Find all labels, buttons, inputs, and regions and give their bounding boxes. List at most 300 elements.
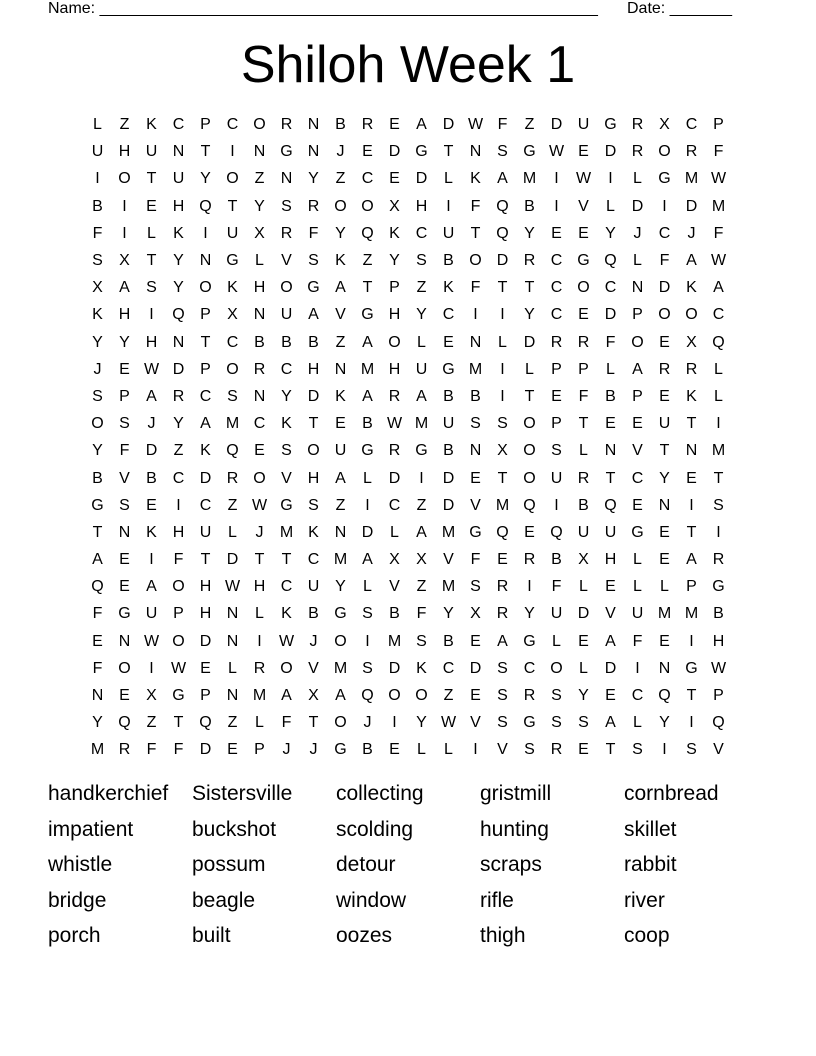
grid-letter: G: [469, 523, 482, 541]
grid-letter: Z: [335, 333, 346, 351]
grid-letter: P: [200, 306, 211, 324]
grid-letter: R: [685, 360, 698, 378]
word-bank-item: scolding: [336, 817, 414, 841]
grid-letter: D: [604, 306, 617, 324]
grid-letter: L: [633, 252, 642, 270]
grid-letter: C: [280, 578, 293, 596]
grid-letter: O: [334, 197, 347, 215]
grid-letter: C: [307, 551, 320, 569]
grid-letter: X: [497, 442, 508, 460]
grid-letter: N: [658, 659, 671, 677]
grid-letter: S: [470, 415, 481, 433]
grid-letter: T: [227, 197, 238, 215]
grid-letter: H: [253, 279, 266, 297]
grid-letter: S: [119, 496, 130, 514]
grid-letter: Q: [550, 523, 563, 541]
grid-letter: X: [389, 197, 400, 215]
grid-letter: N: [118, 523, 131, 541]
grid-letter: Z: [227, 496, 238, 514]
grid-letter: R: [658, 360, 671, 378]
word-bank-item: possum: [192, 853, 266, 876]
grid-letter: W: [224, 578, 241, 596]
grid-letter: O: [253, 469, 266, 487]
grid-letter: H: [172, 523, 185, 541]
grid-letter: G: [91, 496, 104, 514]
grid-row: [84, 220, 732, 247]
grid-letter: U: [550, 605, 563, 623]
grid-letter: U: [172, 170, 185, 188]
grid-letter: A: [416, 523, 427, 541]
word-bank-item: buckshot: [192, 817, 277, 841]
grid-letter: L: [228, 659, 237, 677]
grid-letter: V: [389, 578, 400, 596]
grid-letter: K: [389, 224, 400, 242]
grid-letter: I: [500, 306, 505, 324]
grid-letter: F: [146, 741, 157, 759]
grid-letter: H: [307, 469, 320, 487]
grid-letter: Z: [416, 279, 427, 297]
grid-letter: C: [199, 496, 212, 514]
grid-letter: S: [227, 387, 238, 405]
grid-letter: U: [415, 360, 428, 378]
grid-letter: T: [173, 714, 184, 732]
grid-letter: D: [604, 143, 617, 161]
grid-letter: K: [686, 387, 697, 405]
grid-letter: I: [257, 632, 262, 650]
grid-letter: Y: [335, 224, 346, 242]
grid-letter: I: [149, 551, 154, 569]
grid-letter: R: [523, 687, 536, 705]
grid-letter: Z: [416, 496, 427, 514]
grid-letter: Y: [335, 578, 346, 596]
grid-letter: L: [633, 714, 642, 732]
grid-letter: B: [713, 605, 724, 623]
grid-letter: X: [119, 252, 130, 270]
grid-letter: B: [605, 387, 616, 405]
grid-letter: Y: [254, 197, 265, 215]
word-bank-item: beagle: [192, 888, 256, 912]
grid-letter: W: [143, 632, 160, 650]
grid-letter: G: [415, 143, 428, 161]
grid-letter: N: [172, 333, 185, 351]
grid-letter: C: [172, 469, 185, 487]
grid-letter: L: [390, 523, 399, 541]
grid-letter: Q: [712, 714, 725, 732]
grid-letter: D: [442, 116, 455, 134]
grid-letter: Y: [659, 714, 670, 732]
grid-letter: M: [495, 496, 510, 514]
grid-letter: M: [414, 415, 429, 433]
grid-letter: E: [254, 442, 265, 460]
grid-letter: Y: [524, 224, 535, 242]
grid-letter: N: [118, 632, 131, 650]
grid-letter: O: [118, 659, 131, 677]
grid-letter: D: [577, 605, 590, 623]
grid-letter: K: [173, 224, 184, 242]
grid-letter: Q: [199, 714, 212, 732]
grid-letter: Z: [335, 496, 346, 514]
grid-letter: P: [632, 306, 643, 324]
grid-letter: E: [497, 551, 508, 569]
grid-letter: A: [281, 687, 292, 705]
grid-letter: H: [712, 632, 725, 650]
grid-letter: Q: [361, 224, 374, 242]
grid-letter: D: [388, 143, 401, 161]
grid-letter: I: [473, 741, 478, 759]
grid-letter: Z: [146, 714, 157, 732]
grid-letter: O: [253, 116, 266, 134]
grid-letter: I: [716, 523, 721, 541]
grid-letter: B: [578, 496, 589, 514]
grid-letter: A: [92, 551, 103, 569]
grid-letter: G: [523, 714, 536, 732]
grid-letter: G: [307, 279, 320, 297]
grid-letter: F: [281, 714, 292, 732]
grid-letter: A: [416, 387, 427, 405]
grid-row: [84, 464, 732, 491]
grid-letter: F: [713, 143, 724, 161]
grid-letter: A: [146, 387, 157, 405]
grid-letter: L: [444, 741, 453, 759]
grid-letter: G: [334, 741, 347, 759]
grid-letter: T: [497, 279, 508, 297]
grid-letter: C: [631, 469, 644, 487]
grid-letter: C: [280, 360, 293, 378]
grid-letter: G: [604, 116, 617, 134]
grid-letter: L: [552, 632, 561, 650]
grid-letter: T: [524, 279, 535, 297]
grid-letter: F: [92, 224, 103, 242]
grid-letter: Y: [173, 252, 184, 270]
grid-letter: Y: [92, 333, 103, 351]
grid-letter: N: [226, 605, 239, 623]
grid-letter: U: [442, 224, 455, 242]
grid-letter: F: [173, 551, 184, 569]
grid-letter: E: [632, 415, 643, 433]
grid-letter: N: [469, 143, 482, 161]
grid-letter: N: [469, 333, 482, 351]
word-bank: [48, 776, 768, 954]
grid-letter: B: [524, 197, 535, 215]
grid-letter: U: [334, 442, 347, 460]
grid-letter: W: [278, 632, 295, 650]
grid-letter: F: [551, 578, 562, 596]
grid-letter: E: [578, 143, 589, 161]
grid-letter: X: [389, 551, 400, 569]
word-bank-item: gristmill: [480, 782, 552, 805]
grid-letter: L: [417, 741, 426, 759]
grid-letter: C: [226, 333, 239, 351]
grid-letter: U: [550, 469, 563, 487]
grid-letter: R: [496, 578, 509, 596]
grid-letter: Y: [308, 170, 319, 188]
grid-letter: R: [172, 387, 185, 405]
grid-letter: F: [605, 333, 616, 351]
grid-letter: H: [118, 306, 131, 324]
grid-letter: A: [335, 279, 346, 297]
page-title: Shiloh Week 1: [240, 36, 576, 94]
grid-letter: T: [659, 442, 670, 460]
grid-letter: Z: [416, 578, 427, 596]
grid-letter: V: [335, 306, 346, 324]
grid-letter: T: [605, 469, 616, 487]
grid-letter: S: [524, 741, 535, 759]
grid-letter: V: [713, 741, 724, 759]
grid-letter: S: [551, 687, 562, 705]
grid-letter: L: [363, 469, 372, 487]
grid-letter: O: [388, 333, 401, 351]
grid-letter: I: [554, 197, 559, 215]
date-field-label: Date: _______: [627, 0, 732, 17]
grid-letter: G: [523, 632, 536, 650]
grid-letter: W: [386, 415, 403, 433]
grid-letter: B: [551, 551, 562, 569]
grid-letter: B: [470, 387, 481, 405]
grid-letter: D: [496, 252, 509, 270]
grid-letter: M: [333, 659, 348, 677]
grid-letter: G: [361, 306, 374, 324]
grid-letter: O: [91, 415, 104, 433]
grid-letter: G: [334, 605, 347, 623]
grid-letter: S: [632, 741, 643, 759]
grid-letter: Z: [227, 714, 238, 732]
grid-letter: E: [632, 496, 643, 514]
grid-letter: J: [93, 360, 102, 378]
grid-letter: H: [172, 197, 185, 215]
grid-letter: T: [524, 387, 535, 405]
grid-letter: K: [416, 659, 427, 677]
grid-letter: F: [470, 551, 481, 569]
grid-letter: H: [145, 333, 158, 351]
grid-letter: E: [470, 687, 481, 705]
grid-letter: E: [524, 523, 535, 541]
grid-letter: Z: [443, 687, 454, 705]
grid-letter: L: [255, 252, 264, 270]
word-bank-item: Sistersville: [192, 782, 293, 805]
grid-letter: C: [685, 116, 698, 134]
grid-letter: T: [92, 523, 103, 541]
grid-letter: T: [200, 333, 211, 351]
word-bank-item: whistle: [48, 853, 113, 876]
grid-letter: N: [334, 523, 347, 541]
grid-letter: E: [119, 578, 130, 596]
grid-letter: K: [443, 279, 454, 297]
word-bank-item: handkerchief: [48, 782, 169, 805]
grid-letter: E: [578, 741, 589, 759]
grid-letter: Q: [604, 252, 617, 270]
grid-letter: T: [146, 170, 157, 188]
grid-letter: L: [525, 360, 534, 378]
grid-letter: H: [388, 306, 401, 324]
grid-letter: V: [443, 551, 454, 569]
grid-row: [84, 519, 732, 546]
grid-letter: F: [416, 605, 427, 623]
grid-letter: A: [686, 551, 697, 569]
grid-letter: F: [92, 605, 103, 623]
grid-letter: C: [631, 687, 644, 705]
grid-letter: Y: [92, 714, 103, 732]
grid-letter: Z: [524, 116, 535, 134]
grid-row: [84, 655, 732, 682]
grid-letter: O: [118, 170, 131, 188]
grid-letter: I: [473, 306, 478, 324]
grid-letter: N: [658, 496, 671, 514]
grid-letter: S: [146, 279, 157, 297]
grid-letter: E: [119, 551, 130, 569]
grid-letter: W: [575, 170, 592, 188]
grid-letter: P: [119, 387, 130, 405]
grid-letter: G: [280, 496, 293, 514]
grid-letter: X: [686, 333, 697, 351]
grid-letter: Z: [362, 252, 373, 270]
word-bank-item: hunting: [480, 817, 549, 841]
grid-letter: R: [550, 741, 563, 759]
grid-letter: I: [662, 197, 667, 215]
grid-letter: M: [684, 170, 699, 188]
word-bank-item: built: [192, 924, 231, 947]
grid-letter: C: [388, 496, 401, 514]
grid-row: [84, 573, 732, 600]
grid-letter: F: [497, 116, 508, 134]
grid-letter: E: [578, 224, 589, 242]
word-search-grid: [84, 111, 732, 764]
grid-letter: T: [362, 279, 373, 297]
grid-letter: O: [334, 632, 347, 650]
grid-letter: C: [199, 387, 212, 405]
grid-letter: U: [280, 306, 293, 324]
grid-letter: P: [200, 687, 211, 705]
grid-letter: Q: [226, 442, 239, 460]
word-bank-item: rifle: [480, 888, 514, 912]
grid-letter: Y: [578, 687, 589, 705]
grid-letter: Q: [172, 306, 185, 324]
grid-letter: L: [714, 387, 723, 405]
grid-letter: H: [604, 551, 617, 569]
grid-letter: O: [172, 632, 185, 650]
grid-letter: H: [199, 578, 212, 596]
grid-letter: Q: [604, 496, 617, 514]
grid-letter: R: [523, 252, 536, 270]
grid-letter: Q: [118, 714, 131, 732]
grid-letter: T: [470, 224, 481, 242]
grid-letter: E: [605, 687, 616, 705]
grid-letter: M: [711, 197, 726, 215]
grid-letter: S: [119, 415, 130, 433]
grid-letter: R: [550, 333, 563, 351]
grid-letter: U: [307, 578, 320, 596]
grid-letter: O: [280, 659, 293, 677]
grid-letter: M: [468, 360, 483, 378]
grid-letter: B: [308, 605, 319, 623]
grid-letter: D: [199, 741, 212, 759]
grid-letter: F: [119, 442, 130, 460]
grid-letter: H: [253, 578, 266, 596]
grid-letter: N: [334, 360, 347, 378]
grid-letter: I: [203, 224, 208, 242]
grid-letter: J: [309, 741, 318, 759]
grid-letter: N: [631, 279, 644, 297]
grid-row: [84, 193, 732, 220]
word-bank-item: oozes: [336, 924, 393, 947]
grid-row: [84, 600, 732, 627]
grid-letter: U: [658, 415, 671, 433]
grid-letter: M: [522, 170, 537, 188]
word-bank-item: rabbit: [624, 853, 677, 876]
grid-letter: F: [470, 197, 481, 215]
grid-letter: L: [255, 605, 264, 623]
grid-letter: P: [200, 116, 211, 134]
grid-letter: A: [605, 714, 616, 732]
grid-letter: S: [497, 415, 508, 433]
grid-letter: I: [122, 224, 127, 242]
grid-letter: A: [119, 279, 130, 297]
grid-letter: T: [308, 415, 319, 433]
grid-letter: R: [523, 551, 536, 569]
grid-letter: K: [227, 279, 238, 297]
grid-row: [84, 301, 732, 328]
grid-row: [84, 628, 732, 655]
grid-letter: E: [659, 387, 670, 405]
grid-letter: K: [281, 415, 292, 433]
grid-letter: I: [662, 741, 667, 759]
grid-letter: W: [710, 252, 727, 270]
grid-letter: I: [365, 496, 370, 514]
grid-letter: C: [550, 252, 563, 270]
grid-letter: F: [92, 659, 103, 677]
grid-letter: W: [143, 360, 160, 378]
grid-letter: B: [389, 605, 400, 623]
grid-letter: G: [658, 170, 671, 188]
grid-row: [84, 383, 732, 410]
grid-letter: M: [657, 605, 672, 623]
grid-letter: O: [361, 197, 374, 215]
grid-letter: S: [551, 714, 562, 732]
grid-letter: D: [172, 360, 185, 378]
grid-letter: P: [254, 741, 265, 759]
grid-letter: N: [604, 442, 617, 460]
grid-letter: X: [470, 605, 481, 623]
grid-letter: B: [362, 741, 373, 759]
grid-letter: E: [605, 578, 616, 596]
grid-letter: R: [253, 659, 266, 677]
grid-letter: C: [550, 306, 563, 324]
grid-letter: S: [92, 252, 103, 270]
grid-letter: R: [361, 116, 374, 134]
grid-letter: L: [633, 551, 642, 569]
grid-letter: R: [631, 143, 644, 161]
grid-letter: R: [253, 360, 266, 378]
grid-letter: E: [470, 632, 481, 650]
grid-letter: I: [500, 387, 505, 405]
grid-letter: G: [415, 442, 428, 460]
grid-letter: T: [605, 741, 616, 759]
grid-letter: O: [631, 333, 644, 351]
grid-letter: S: [497, 143, 508, 161]
grid-letter: B: [443, 442, 454, 460]
grid-letter: S: [497, 687, 508, 705]
word-bank-item: thigh: [480, 924, 526, 947]
grid-letter: C: [442, 659, 455, 677]
grid-letter: L: [633, 578, 642, 596]
grid-letter: O: [523, 469, 536, 487]
grid-letter: E: [659, 632, 670, 650]
grid-letter: W: [548, 143, 565, 161]
grid-letter: I: [419, 469, 424, 487]
grid-letter: T: [578, 415, 589, 433]
grid-letter: A: [335, 469, 346, 487]
grid-letter: S: [281, 197, 292, 215]
grid-letter: R: [631, 116, 644, 134]
